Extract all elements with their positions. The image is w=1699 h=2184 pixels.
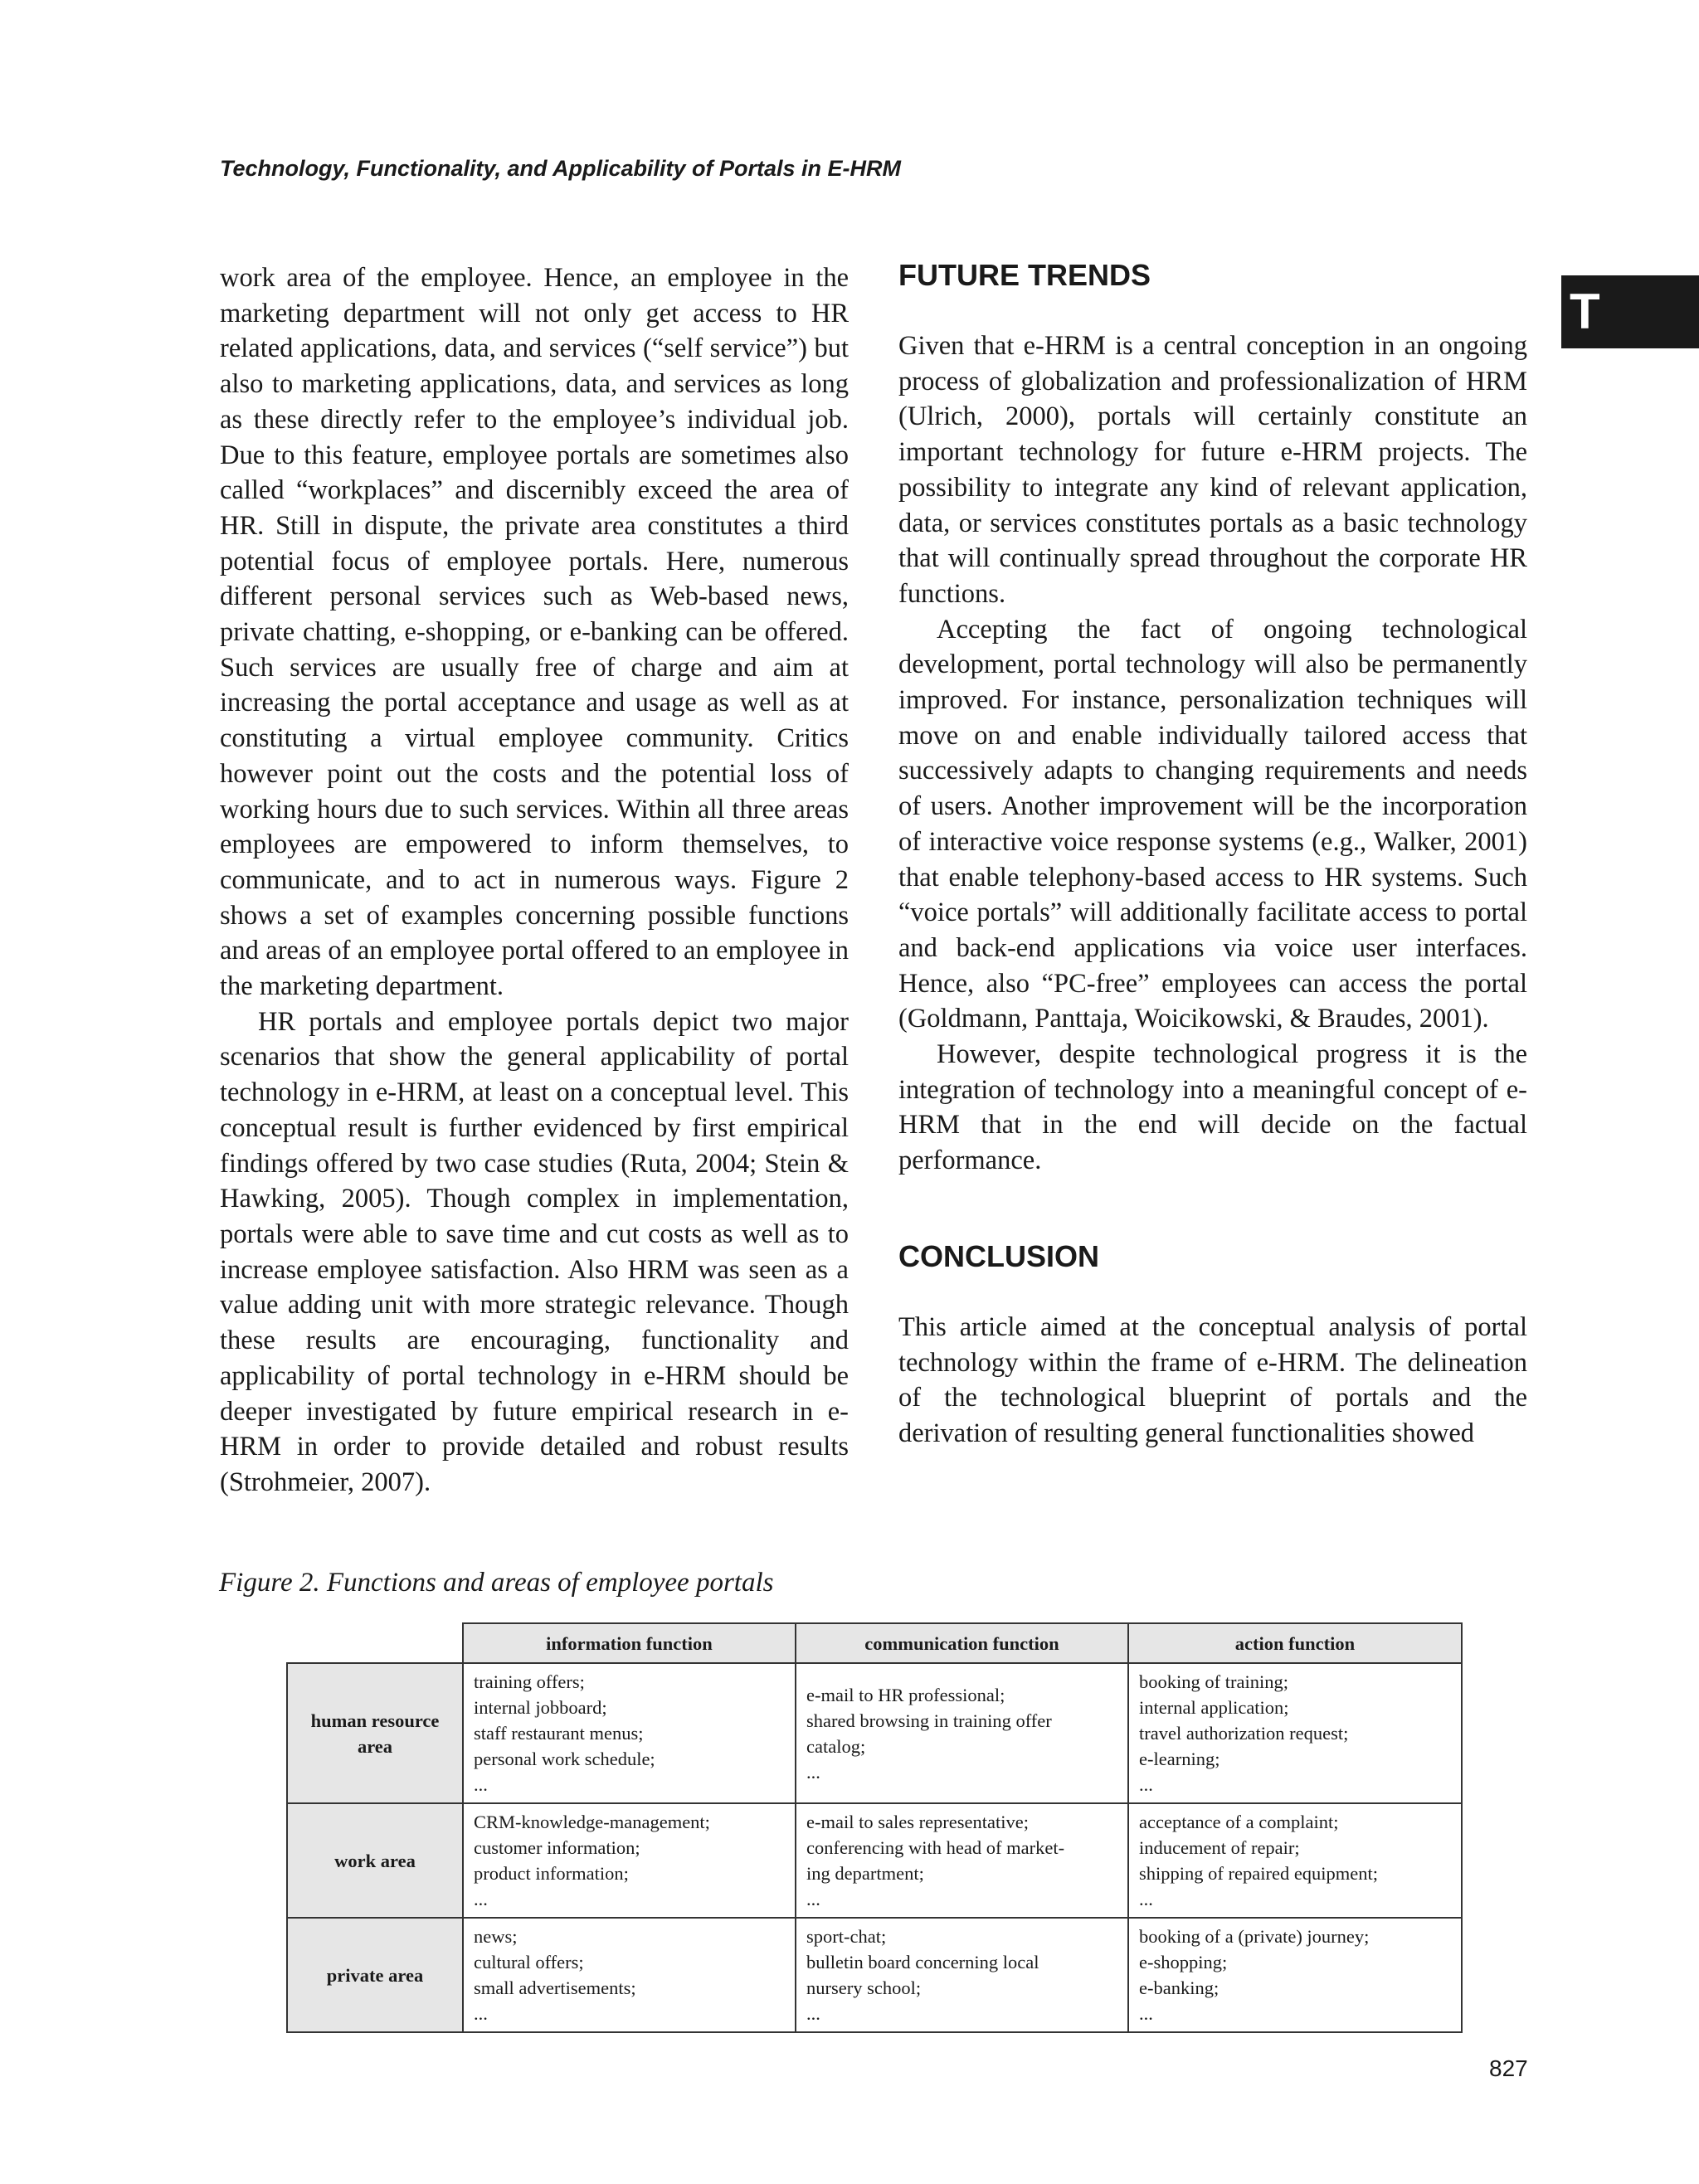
- cell-line: ...: [1139, 1774, 1153, 1795]
- cell-line: product information;: [474, 1863, 629, 1884]
- table-row: [287, 1803, 1462, 1918]
- table-row: [287, 1663, 1462, 1803]
- cell-line: ...: [1139, 1889, 1153, 1909]
- row-header: human resource area: [287, 1663, 463, 1803]
- body-paragraph: However, despite technological progress it is the integration of technology into a meaningful concept of e-HRM that in the end will decide on the factual performance.: [898, 1039, 1527, 1176]
- cell-line: e-mail to HR professional;: [806, 1684, 1005, 1705]
- cell-line: acceptance of a complaint;: [1139, 1812, 1339, 1832]
- cell-line: ...: [806, 1889, 820, 1909]
- body-paragraph: This article aimed at the conceptual analysis of portal technology within the frame of e-HRM. The delineation of the technological blueprint of portals and the derivation of resulting general functionalities showed: [898, 1311, 1527, 1448]
- cell-line: cultural offers;: [474, 1952, 584, 1972]
- table-cell: [796, 1918, 1128, 2032]
- portal-functions-table: [286, 1622, 1463, 2033]
- figure-caption: Figure 2. Functions and areas of employee portals: [219, 1568, 774, 1598]
- section-tab: T: [1561, 275, 1699, 348]
- table-corner: [287, 1623, 463, 1663]
- page-number: 827: [1489, 2055, 1528, 2081]
- cell-line: e-banking;: [1139, 1977, 1219, 1998]
- cell-line: ...: [1139, 2003, 1153, 2024]
- cell-line: CRM-knowledge-management;: [474, 1812, 710, 1832]
- table-cell: [463, 1663, 796, 1803]
- right-column: [898, 257, 1527, 1452]
- table-header-row: [287, 1623, 1462, 1663]
- body-paragraph: Given that e-HRM is a central conception in an ongoing process of globalization and professionalization of HRM (Ulrich, 2000), portals will certainly constitute an important technology for future e-HRM projects. The possibility to integrate any kind of relevant application, data, or services constitutes portals as a basic technology that will continually spread throughout the corporate HR functions.: [898, 331, 1527, 609]
- table-cell: [796, 1663, 1128, 1803]
- cell-line: booking of a (private) journey;: [1139, 1926, 1370, 1947]
- table-cell: [1128, 1803, 1462, 1918]
- cell-line: internal application;: [1139, 1697, 1289, 1718]
- cell-line: e-mail to sales representative;: [806, 1812, 1030, 1832]
- cell-line: news;: [474, 1926, 518, 1947]
- cell-line: sport-chat;: [806, 1926, 887, 1947]
- cell-line: ing department;: [806, 1863, 924, 1884]
- cell-line: staff restaurant menus;: [474, 1723, 644, 1744]
- column-header: communication function: [796, 1623, 1128, 1663]
- cell-line: catalog;: [806, 1735, 866, 1757]
- cell-line: bulletin board concerning local: [806, 1952, 1039, 1972]
- cell-line: training offers;: [474, 1671, 585, 1692]
- cell-line: personal work schedule;: [474, 1749, 655, 1769]
- table-cell: [1128, 1663, 1462, 1803]
- body-paragraph: Accepting the fact of ongoing technological development, portal technology will also be permanently improved. For instance, personalization techniques will move on and enable individually tailored access that successively adapts to changing requirements and needs of users. Another improvement will be the incorporation of interactive voice response systems (e.g., Walker, 2001) that enable telephony-based access to HR systems. Such “voice portals” will additionally facilitate access to portal and back-end applications via voice user interfaces. Hence, also “PC-free” employees can access the portal (Goldmann, Panttaja, Woicikowski, & Braudes, 2001).: [898, 614, 1527, 1034]
- cell-line: ...: [806, 1761, 820, 1783]
- cell-line: travel authorization request;: [1139, 1723, 1349, 1744]
- left-column: [220, 260, 849, 1501]
- cell-line: inducement of repair;: [1139, 1837, 1300, 1858]
- table-cell: [1128, 1918, 1462, 2032]
- running-title: Technology, Functionality, and Applicability of Portals in E-HRM: [220, 156, 902, 181]
- column-header: action function: [1128, 1623, 1462, 1663]
- cell-line: ...: [474, 1889, 488, 1909]
- row-header: private area: [287, 1918, 463, 2032]
- table-cell: [463, 1918, 796, 2032]
- column-header: information function: [463, 1623, 796, 1663]
- section-heading-conclusion: CONCLUSION: [898, 1238, 1099, 1273]
- body-paragraph: HR portals and employee portals depict two major scenarios that show the general applicability of portal technology in e-HRM, at least on a conceptual level. This conceptual result is further evidenced by first empirical findings offered by two case studies (Ruta, 2004; Stein & Hawking, 2005). Though complex in implementation, portals were able to save time and cut costs as well as to increase employee satisfaction. Also HRM was seen as a value adding unit with more strategic relevance. Though these results are encouraging, functionality and applicability of portal technology in e-HRM should be deeper investigated by future empirical research in e-HRM in order to provide detailed and robust results (Strohmeier, 2007).: [220, 1006, 849, 1497]
- cell-line: shared browsing in training offer: [806, 1710, 1052, 1731]
- table-cell: [463, 1803, 796, 1918]
- cell-line: internal jobboard;: [474, 1697, 607, 1718]
- cell-line: booking of training;: [1139, 1671, 1288, 1692]
- table-row: [287, 1918, 1462, 2032]
- cell-line: conferencing with head of market-: [806, 1837, 1065, 1858]
- cell-line: e-learning;: [1139, 1749, 1220, 1769]
- cell-line: customer information;: [474, 1837, 640, 1858]
- cell-line: ...: [806, 2003, 820, 2024]
- cell-line: small advertisements;: [474, 1977, 636, 1998]
- cell-line: nursery school;: [806, 1977, 922, 1998]
- row-header: work area: [287, 1803, 463, 1918]
- cell-line: shipping of repaired equipment;: [1139, 1863, 1379, 1884]
- cell-line: ...: [474, 1774, 488, 1795]
- body-paragraph: work area of the employee. Hence, an employee in the marketing department will not only get access to HR related applications, data, and services (“self service”) but also to marketing applications, data, and services as long as these directly refer to the employee’s individual job. Due to this feature, employee portals are sometimes also called “workplaces” and discernibly exceed the area of HR. Still in dispute, the private area constitutes a third potential focus of employee portals. Here, numerous different personal services such as Web-based news, private chatting, e-shopping, or e-banking can be offered. Such services are usually free of charge and aim at increasing the portal acceptance and usage as well as at constituting a virtual employee community. Critics however point out the costs and the potential loss of working hours due to such services. Within all three areas employees are empowered to inform themselves, to communicate, and to act in numerous ways. Figure 2 shows a set of examples concerning possible functions and areas of an employee portal offered to an employee in the marketing department.: [220, 263, 849, 1002]
- cell-line: e-shopping;: [1139, 1952, 1228, 1972]
- cell-line: ...: [474, 2003, 488, 2024]
- section-heading-future-trends: FUTURE TRENDS: [898, 258, 1151, 292]
- table-cell: [796, 1803, 1128, 1918]
